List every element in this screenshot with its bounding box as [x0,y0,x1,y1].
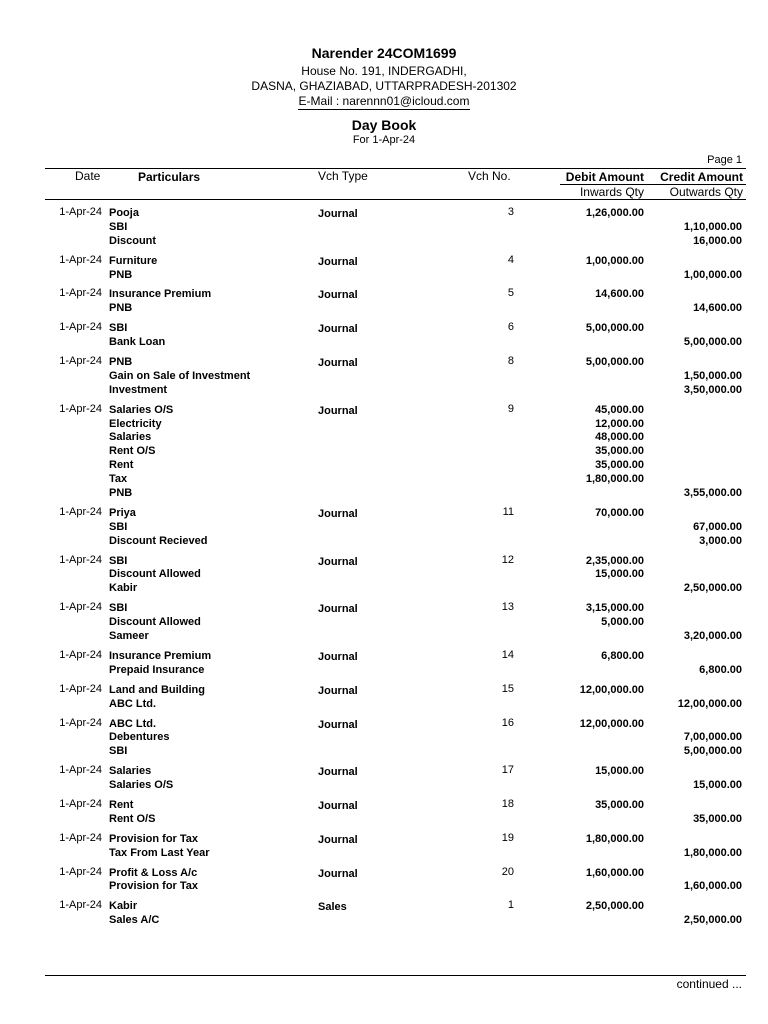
voucher-entry [0,287,768,315]
ledger-line [0,663,768,677]
credit-amount: 7,00,000.00 [683,731,742,744]
ledger-account: Sameer [109,630,149,643]
ledger-line [0,899,768,913]
ledger-account: Sales A/C [109,914,160,927]
ledger-line [0,301,768,315]
header-bottom-rule [45,199,746,200]
page-number: Page 1 [707,154,742,166]
credit-amount: 14,600.00 [693,302,742,315]
voucher-entry [0,764,768,792]
ledger-line [0,764,768,778]
voucher-date: 1-Apr-24 [59,797,102,810]
credit-amount: 5,00,000.00 [683,336,742,349]
debit-amount: 35,000.00 [595,798,644,811]
ledger-account: PNB [109,268,133,281]
debit-amount: 12,000.00 [595,417,644,430]
voucher-entry [0,832,768,860]
voucher-entry [0,206,768,248]
ledger-line [0,812,768,826]
ledger-line [0,234,768,248]
ledger-account: ABC Ltd. [109,717,157,730]
voucher-type: Journal [318,766,358,779]
voucher-type: Journal [318,650,358,663]
ledger-account: Pooja [109,207,139,219]
voucher-type: Journal [318,555,358,568]
debit-amount: 15,000.00 [595,765,644,778]
ledger-account: Bank Loan [109,336,166,349]
voucher-entry [0,649,768,677]
credit-amount: 16,000.00 [693,234,742,247]
ledger-line [0,879,768,893]
voucher-entry [0,321,768,349]
ledger-line [0,268,768,282]
ledger-line [0,866,768,880]
voucher-date: 1-Apr-24 [59,682,102,695]
ledger-account: Electricity [109,417,162,430]
voucher-type: Journal [318,833,358,846]
day-book-entries [0,206,768,933]
debit-amount: 12,00,000.00 [579,717,644,730]
column-inwards-qty: Inwards Qty [579,185,644,199]
ledger-line [0,472,768,486]
footer-rule [45,975,746,976]
ledger-line [0,629,768,643]
credit-amount: 3,50,000.00 [683,383,742,396]
column-vch-type: Vch Type [318,169,368,183]
credit-amount: 2,50,000.00 [683,582,742,595]
voucher-date: 1-Apr-24 [59,865,102,878]
continued-note: continued ... [676,977,742,991]
voucher-type: Journal [318,718,358,731]
voucher-type: Journal [318,357,358,370]
debit-amount: 35,000.00 [595,459,644,472]
voucher-entry [0,866,768,894]
debit-amount: 45,000.00 [595,403,644,416]
voucher-date: 1-Apr-24 [59,553,102,566]
ledger-line [0,649,768,663]
voucher-entry [0,355,768,397]
voucher-number: 8 [507,355,514,368]
ledger-line [0,567,768,581]
ledger-line [0,520,768,534]
voucher-entry [0,403,768,500]
credit-amount: 1,80,000.00 [683,846,742,859]
debit-amount: 1,80,000.00 [585,832,644,845]
credit-amount: 1,50,000.00 [683,369,742,382]
ledger-account: Priya [109,506,136,519]
voucher-number: 1 [507,899,514,912]
ledger-account: Salaries [109,765,152,778]
voucher-number: 18 [501,797,514,810]
voucher-date: 1-Apr-24 [59,899,102,912]
voucher-number: 17 [501,764,514,777]
debit-amount: 1,26,000.00 [585,207,644,219]
voucher-type: Journal [318,867,358,880]
debit-amount: 35,000.00 [595,445,644,458]
ledger-line [0,417,768,431]
ledger-account: Kabir [109,582,138,595]
ledger-account: Discount Allowed [109,616,201,629]
voucher-type: Journal [318,799,358,812]
ledger-line [0,744,768,758]
voucher-date: 1-Apr-24 [59,648,102,661]
voucher-date: 1-Apr-24 [59,716,102,729]
ledger-line [0,355,768,369]
ledger-line [0,220,768,234]
ledger-account: SBI [109,520,128,533]
ledger-line [0,444,768,458]
voucher-number: 12 [501,553,514,566]
voucher-type: Journal [318,603,358,616]
ledger-line [0,206,768,220]
voucher-number: 11 [502,505,514,518]
company-name: Narender 24COM1699 [311,45,457,61]
voucher-type: Journal [318,323,358,336]
credit-amount: 35,000.00 [693,812,742,825]
voucher-number: 5 [507,287,514,300]
ledger-line [0,778,768,792]
debit-amount: 2,50,000.00 [585,900,644,913]
voucher-date: 1-Apr-24 [59,287,102,300]
voucher-number: 20 [501,865,514,878]
debit-amount: 48,000.00 [595,431,644,444]
column-outwards-qty: Outwards Qty [669,185,743,199]
ledger-line [0,717,768,731]
ledger-line [0,581,768,595]
credit-amount: 12,00,000.00 [677,697,742,710]
voucher-entry [0,683,768,711]
debit-amount: 6,800.00 [601,649,644,662]
credit-amount: 1,00,000.00 [683,268,742,281]
voucher-date: 1-Apr-24 [59,321,102,334]
voucher-date: 1-Apr-24 [59,206,102,218]
ledger-account: PNB [109,356,133,369]
ledger-line [0,534,768,548]
voucher-number: 15 [501,682,514,695]
ledger-account: Kabir [109,900,138,913]
voucher-entry [0,601,768,643]
ledger-account: Rent [109,798,134,811]
ledger-account: Provision for Tax [109,832,199,845]
ledger-line [0,287,768,301]
ledger-line [0,458,768,472]
column-credit-amount: Credit Amount [660,170,743,184]
credit-amount: 1,60,000.00 [683,880,742,893]
credit-amount: 5,00,000.00 [683,745,742,758]
ledger-line [0,506,768,520]
report-period: For 1-Apr-24 [352,134,416,146]
debit-amount: 14,600.00 [595,288,644,301]
ledger-account: SBI [109,322,128,335]
ledger-line [0,615,768,629]
credit-amount: 3,55,000.00 [683,487,742,500]
header-top-rule [45,168,746,169]
ledger-account: SBI [109,745,128,758]
voucher-entry [0,254,768,282]
ledger-account: SBI [109,554,128,567]
ledger-line [0,335,768,349]
credit-amount: 2,50,000.00 [683,914,742,927]
voucher-entry [0,554,768,596]
ledger-account: Furniture [109,254,158,267]
voucher-number: 13 [501,601,514,614]
voucher-type: Journal [318,684,358,697]
voucher-type: Journal [318,507,358,520]
ledger-account: Rent [109,459,134,472]
voucher-type: Sales [318,901,347,914]
ledger-line [0,254,768,268]
ledger-line [0,730,768,744]
company-address-line1: House No. 191, INDERGADHI, [301,64,467,78]
voucher-date: 1-Apr-24 [59,505,102,518]
ledger-line [0,430,768,444]
credit-amount: 67,000.00 [693,520,742,533]
voucher-number: 6 [507,321,514,334]
ledger-account: Debentures [109,731,170,744]
voucher-number: 14 [501,648,514,661]
ledger-line [0,369,768,383]
ledger-account: Tax From Last Year [109,846,210,859]
ledger-line [0,383,768,397]
ledger-account: ABC Ltd. [109,697,157,710]
voucher-type: Journal [318,404,358,417]
voucher-date: 1-Apr-24 [59,831,102,844]
ledger-account: Salaries O/S [109,403,174,416]
credit-amount: 3,20,000.00 [683,630,742,643]
ledger-line [0,601,768,615]
ledger-line [0,913,768,927]
ledger-account: SBI [109,602,128,615]
ledger-line [0,554,768,568]
ledger-account: Prepaid Insurance [109,663,205,676]
debit-amount: 1,80,000.00 [585,473,644,486]
ledger-account: Rent O/S [109,445,156,458]
voucher-type: Journal [318,208,358,220]
company-email-row [0,94,768,110]
ledger-account: PNB [109,487,133,500]
debit-amount: 12,00,000.00 [579,683,644,696]
ledger-account: Discount Recieved [109,534,208,547]
ledger-account: Rent O/S [109,812,156,825]
column-debit-amount: Debit Amount [565,170,644,184]
credit-amount: 6,800.00 [699,663,742,676]
ledger-account: Salaries O/S [109,779,174,792]
ledger-line [0,321,768,335]
ledger-account: SBI [109,220,128,233]
voucher-date: 1-Apr-24 [59,764,102,777]
company-email: E-Mail : narennn01@icloud.com [298,94,470,108]
ledger-account: Gain on Sale of Investment [109,369,251,382]
ledger-account: Profit & Loss A/c [109,866,198,879]
credit-amount: 15,000.00 [693,779,742,792]
ledger-account: Land and Building [109,683,205,696]
voucher-date: 1-Apr-24 [59,355,102,368]
debit-amount: 2,35,000.00 [585,554,644,567]
ledger-line [0,832,768,846]
debit-amount: 1,00,000.00 [585,254,644,267]
voucher-number: 9 [507,402,514,415]
ledger-line [0,486,768,500]
voucher-date: 1-Apr-24 [59,601,102,614]
voucher-number: 3 [507,206,514,218]
report-title: Day Book [351,117,417,133]
voucher-date: 1-Apr-24 [59,253,102,266]
voucher-type: Journal [318,289,358,302]
ledger-account: Provision for Tax [109,880,199,893]
company-address-line2: DASNA, GHAZIABAD, UTTARPRADESH-201302 [251,79,517,93]
voucher-entry [0,717,768,759]
voucher-entry [0,506,768,548]
debit-amount: 5,00,000.00 [585,356,644,369]
ledger-line [0,697,768,711]
ledger-account: Discount Allowed [109,568,201,581]
column-date: Date [75,169,101,183]
debit-amount: 5,000.00 [601,616,644,629]
credit-amount: 3,000.00 [699,534,742,547]
debit-amount: 15,000.00 [595,568,644,581]
ledger-account: Tax [109,473,128,486]
voucher-date: 1-Apr-24 [59,402,102,415]
voucher-type: Journal [318,255,358,268]
ledger-line [0,846,768,860]
debit-amount: 70,000.00 [595,506,644,519]
voucher-number: 16 [501,716,514,729]
voucher-number: 4 [507,253,514,266]
ledger-account: Salaries [109,431,152,444]
ledger-account: Investment [109,383,168,396]
ledger-account: Insurance Premium [109,288,212,301]
voucher-entry [0,798,768,826]
ledger-line [0,798,768,812]
column-particulars: Particulars [138,170,201,184]
debit-amount: 5,00,000.00 [585,322,644,335]
ledger-line [0,403,768,417]
column-vch-no: Vch No. [468,169,511,183]
ledger-line [0,683,768,697]
debit-amount: 1,60,000.00 [585,866,644,879]
ledger-account: PNB [109,302,133,315]
voucher-entry [0,899,768,927]
voucher-number: 19 [501,831,514,844]
ledger-account: Insurance Premium [109,649,212,662]
ledger-account: Discount [109,234,157,247]
credit-amount: 1,10,000.00 [683,220,742,233]
debit-amount: 3,15,000.00 [585,602,644,615]
